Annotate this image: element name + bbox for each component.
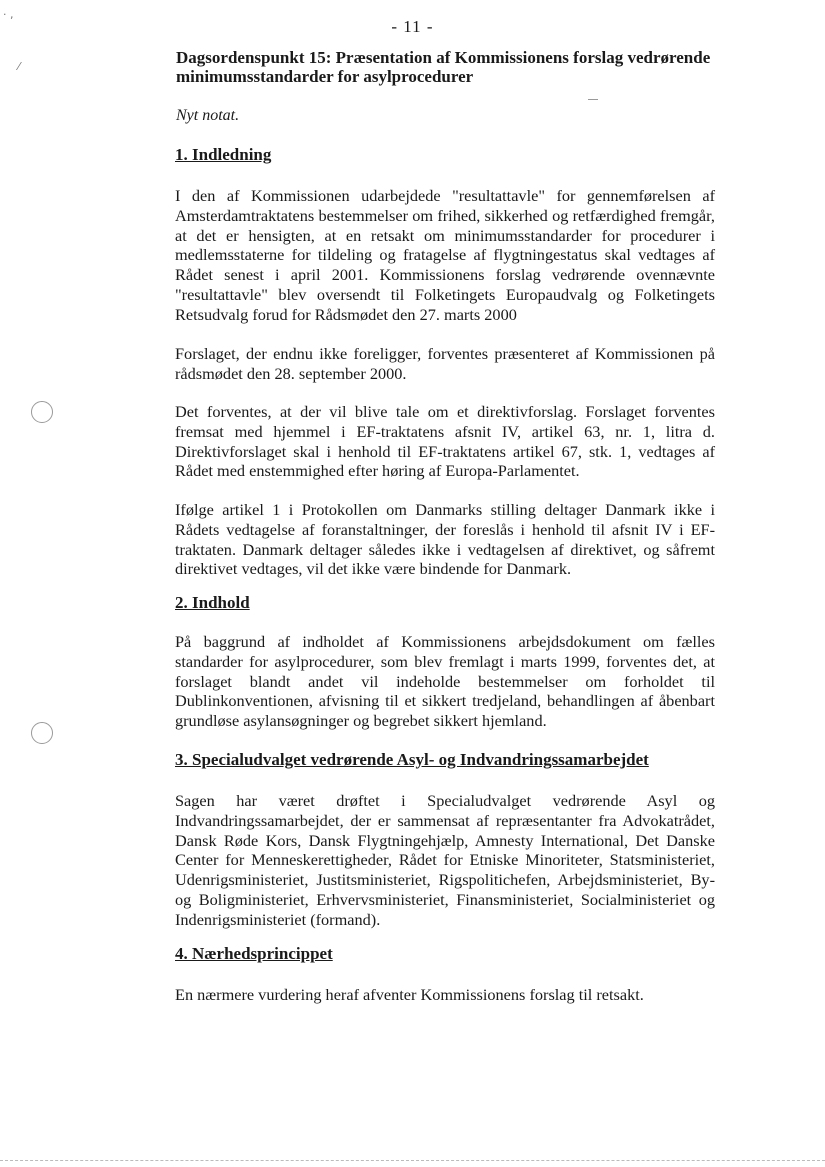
title-line: Dagsordenspunkt 15: Præsentation af Kommissionens forslag vedrørende <box>176 48 711 67</box>
paragraph: En nærmere vurdering heraf afventer Kommissionens forslag til retsakt. <box>175 985 644 1004</box>
scan-mark: ⁄ <box>18 60 20 73</box>
page-number: - 11 - <box>391 17 434 36</box>
title-line: minimumsstandarder for asylprocedurer <box>176 67 474 86</box>
section-heading: 3. Specialudvalget vedrørende Asyl- og Indvandringssamarbejdet <box>175 750 649 769</box>
paragraph: Forslaget, der endnu ikke foreligger, forventes præsenteret af Kommissionen på rådsmødet den 28. september 2000. <box>175 344 715 383</box>
paragraph: På baggrund af indholdet af Kommissionens arbejdsdokument om fælles standarder for asylprocedurer, som blev fremlagt i marts 1999, forventes det, at forslaget blandt andet vil indeholde bestemmelser om forholdet til Dublinkonventionen, afvisning til et sikkert tredjeland, behandlingen af åbenbart grundløse asylansøgninger og begrebet sikkert hjemland. <box>175 632 715 731</box>
paragraph: Det forventes, at der vil blive tale om et direktivforslag. Forslaget forventes fremsat med hjemmel i EF-traktatens afsnit IV, artikel 63, nr. 1, litra d. Direktivforslaget skal i henhold til EF-traktatens artikel 67, stk. 1, vedtages af Rådet med enstemmighed efter høring af Europa-Parlamentet. <box>175 402 715 481</box>
page-edge-line <box>0 1160 825 1161</box>
section-heading: 4. Nærhedsprincippet <box>175 944 333 963</box>
section-heading: 2. Indhold <box>175 593 250 612</box>
paragraph: Sagen har været drøftet i Specialudvalget vedrørende Asyl og Indvandringssamarbejdet, der er sammensat af repræsentanter fra Advokatrådet, Dansk Røde Kors, Dansk Flygtningehjælp, Amnesty International, Det Danske Center for Menneskerettigheder, Rådet for Etniske Minoriteter, Statsministeriet, Udenrigsministeriet, Justitsministeriet, Rigspolitichefen, Arbejdsministeriet, By- og Boligministeriet, Erhvervsministeriet, Finansministeriet, Socialministeriet og Indenrigsministeriet (formand). <box>175 791 715 929</box>
scan-mark: · , <box>3 8 14 21</box>
paragraph: I den af Kommissionen udarbejdede "resultattavle" for gennemførelsen af Amsterdamtraktatens bestemmelser om frihed, sikkerhed og retfærdighed fremgår, at det er hensigten, at en retsakt om minimumsstandarder for procedurer i medlemsstaterne for tildeling og fratagelse af flygtningestatus skal vedtages af Rådet senest i april 2001. Kommissionens forslag vedrørende ovennævnte "resultattavle" blev oversendt til Folketingets Europaudvalg og Folketingets Retsudvalg forud for Rådsmødet den 27. marts 2000 <box>175 186 715 324</box>
paragraph: Ifølge artikel 1 i Protokollen om Danmarks stilling deltager Danmark ikke i Rådets vedtagelse af foranstaltninger, der foreslås i henhold til afsnit IV i EF-traktaten. Danmark deltager således ikke i vedtagelsen af direktivet, og såfremt direktivet vedtages, vil det ikke være bindende for Danmark. <box>175 500 715 579</box>
punch-hole <box>31 401 53 423</box>
section-heading: 1. Indledning <box>175 145 272 164</box>
scan-dash <box>588 99 598 100</box>
punch-hole <box>31 722 53 744</box>
document-title <box>176 48 736 86</box>
note-label: Nyt notat. <box>176 107 240 124</box>
